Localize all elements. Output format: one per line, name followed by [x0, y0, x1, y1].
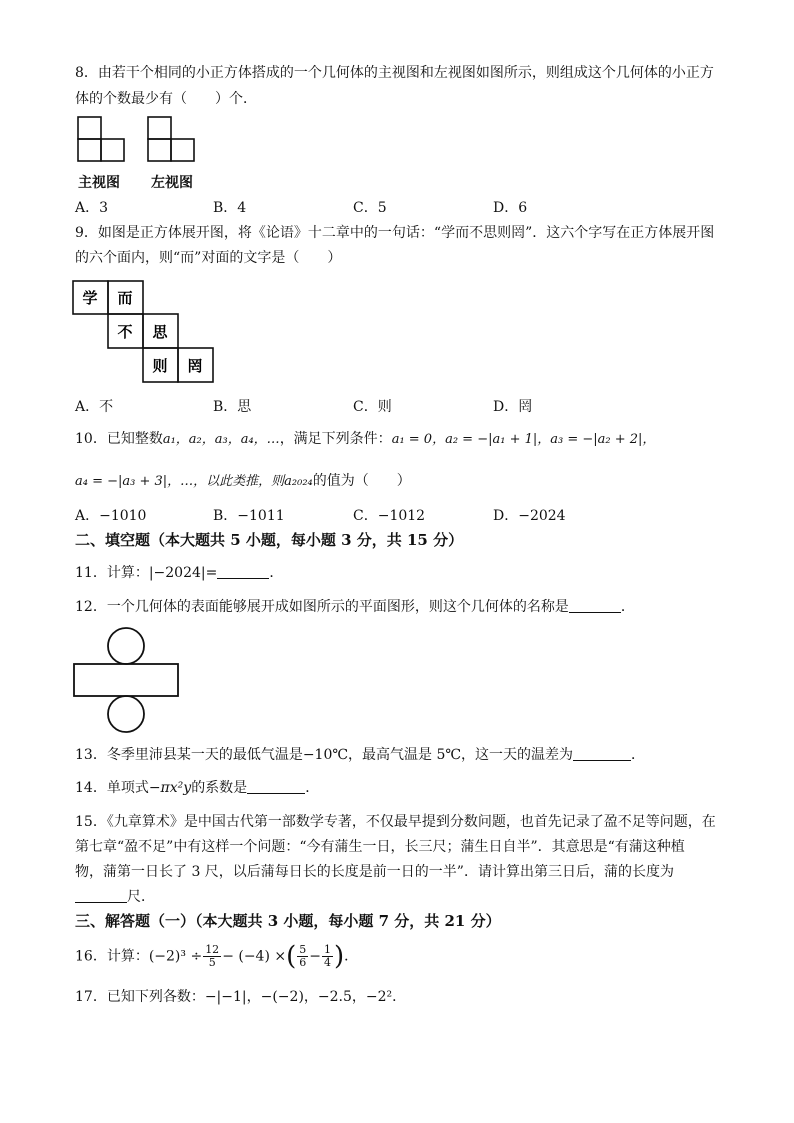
q9-option-d[interactable]: D．罔 — [493, 399, 533, 415]
q9-option-a[interactable]: A．不 — [75, 399, 114, 415]
cylinder-net-figure — [72, 628, 180, 734]
q14-text-b: 的系数是 — [191, 780, 248, 796]
left-view-label: 左视图 — [151, 175, 193, 191]
q16-minus: − — [309, 948, 322, 965]
front-view-label: 主视图 — [78, 175, 120, 191]
q13 — [75, 746, 645, 764]
q16-fraction-3: $\frac{1}{4}$ — [324, 943, 332, 969]
q10-option-d[interactable]: D．−2024 — [493, 508, 566, 524]
net-cell-6: 罔 — [187, 357, 203, 375]
q14-expression: −πx²y — [148, 780, 192, 796]
net-cell-4: 思 — [152, 323, 168, 341]
q14-end: ． — [305, 780, 320, 796]
q8-option-b[interactable]: B．4 — [213, 200, 247, 216]
q9-line1: 9．如图是正方体展开图，将《论语》十二章中的一句话：“学而不思则罔”．这六个字写在正方体展开图 — [75, 225, 715, 241]
section-3-heading: 三、解答题（一）（本大题共 3 小题，每小题 7 分，共 21 分） — [75, 912, 501, 930]
q17: 17．已知下列各数：−|−1|，−(−2)，−2.5，−2²． — [75, 989, 407, 1005]
q10-cond1: a₁ = 0， — [391, 432, 446, 447]
q10-target-var: a₂₀₂₄ — [284, 474, 313, 489]
q10-line1 — [75, 430, 655, 449]
q14-text-a: 14．单项式 — [75, 780, 149, 796]
q10-line2 — [75, 472, 411, 491]
q8-option-d[interactable]: D．6 — [493, 200, 528, 216]
q10-cond-label: ，满足下列条件： — [279, 431, 392, 447]
q10-option-b[interactable]: B．−1011 — [213, 508, 285, 524]
q16: 16．计算：(−2)³ ÷ $\frac{12}{5}$ − (−4) ×( $\frac{5}{6}$ − $\frac{1}{4}$ )． — [75, 941, 359, 972]
q10-option-a[interactable]: A．−1010 — [75, 508, 147, 524]
q8-line2: 体的个数最少有（ ）个． — [75, 91, 257, 107]
q9-line2: 的六个面内，则“而”对面的文字是（ ） — [75, 250, 342, 266]
q15-line1: 15．《九章算术》是中国古代第一部数学专著，不仅最早提到分数问题，也首先记录了盈不足等问题，在 — [75, 814, 716, 830]
q16-prefix: 16．计算： — [75, 948, 149, 965]
q10-prefix: 10．已知整数 — [75, 431, 163, 447]
q16-part2: − (−4) × — [222, 948, 287, 965]
q12-end: ． — [620, 599, 635, 615]
q9-option-b[interactable]: B．思 — [213, 399, 252, 415]
q14-answer-blank[interactable] — [247, 779, 305, 794]
q13-text: 13．冬季里沛县某一天的最低气温是−10℃，最高气温是 5℃，这一天的温差为 — [75, 747, 574, 763]
q16-part1: (−2)³ ÷ — [148, 948, 203, 965]
q10-option-c[interactable]: C．−1012 — [353, 508, 426, 524]
left-view-figure — [147, 116, 197, 164]
q8-line1: 8．由若干个相同的小正方体搭成的一个几何体的主视图和左视图如图所示，则组成这个几何体的小正方 — [75, 65, 714, 81]
q13-end: ． — [631, 747, 646, 763]
q16-fraction-1: $\frac{12}{5}$ — [205, 943, 220, 969]
q11-answer-blank[interactable] — [217, 564, 269, 579]
q11 — [75, 564, 283, 582]
q11-text: 11．计算：|−2024|= — [75, 565, 218, 581]
q13-answer-blank[interactable] — [573, 746, 631, 761]
q15-line4 — [75, 888, 155, 906]
q8-option-c[interactable]: C．5 — [353, 200, 387, 216]
net-cell-2: 而 — [117, 289, 133, 307]
q12 — [75, 598, 635, 616]
q15-line3: 物，蒲第一日长了 3 尺，以后蒲每日长的长度是前一日的一半”．请计算出第三日后，蒲的长度为 — [75, 864, 674, 880]
cube-net-figure — [72, 280, 214, 384]
q15-end: 尺． — [127, 889, 155, 905]
q16-end: ． — [344, 948, 359, 965]
q15-answer-blank[interactable] — [75, 888, 127, 903]
net-cell-3: 不 — [117, 323, 133, 341]
q16-fraction-2: $\frac{5}{6}$ — [299, 943, 307, 969]
q8-option-a[interactable]: A．3 — [75, 200, 109, 216]
section-2-heading: 二、填空题（本大题共 5 小题，每小题 3 分，共 15 分） — [75, 531, 464, 549]
q12-answer-blank[interactable] — [569, 598, 621, 613]
q10-sequence: a₁，a₂，a₃，a₄，… — [162, 432, 280, 447]
q10-cond2: a₂ = −|a₁ + 1|， — [445, 432, 551, 447]
q10-cond3: a₃ = −|a₂ + 2|， — [550, 432, 656, 447]
front-view-figure — [77, 116, 127, 164]
q14 — [75, 779, 319, 797]
q10-line2-b: 的值为（ ） — [312, 473, 411, 489]
net-cell-5: 则 — [152, 357, 168, 375]
q15-line2: 第七章“盈不足”中有这样一个问题：“今有蒲生一日，长三尺；蒲生日自半”．其意思是“有蒲这种植 — [75, 839, 685, 855]
net-cell-1: 学 — [82, 289, 98, 307]
q10-line2-a: a₄ = −|a₃ + 3|，…，以此类推，则 — [75, 474, 285, 489]
q11-end: ． — [269, 565, 284, 581]
q12-text: 12．一个几何体的表面能够展开成如图所示的平面图形，则这个几何体的名称是 — [75, 599, 569, 615]
q9-option-c[interactable]: C．则 — [353, 399, 392, 415]
